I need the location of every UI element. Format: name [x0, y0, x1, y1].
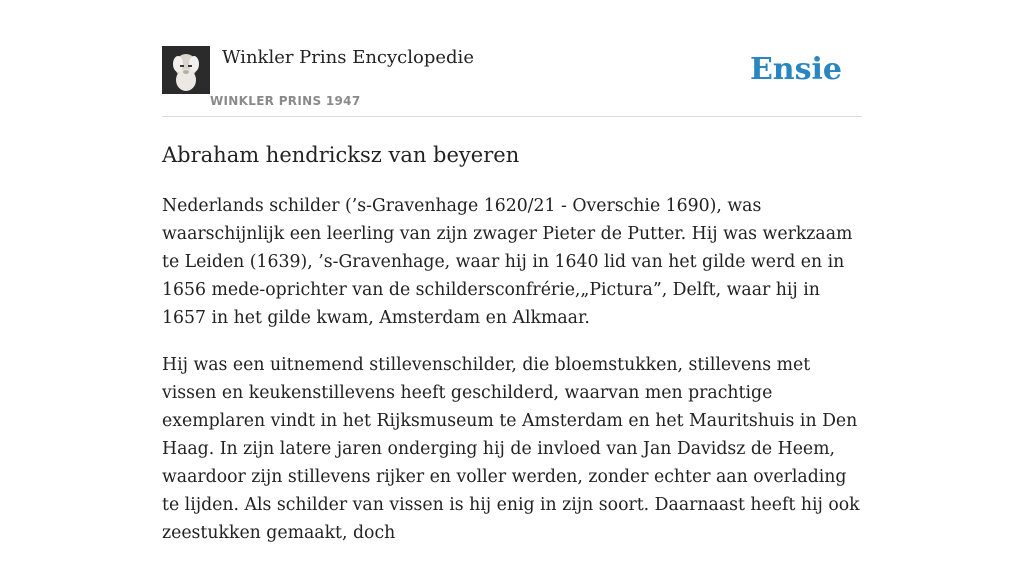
site-header: [162, 46, 862, 117]
avatar[interactable]: [162, 46, 210, 94]
brand-logo[interactable]: Ensie: [749, 52, 842, 87]
article-body: [162, 192, 862, 566]
portrait-photo-icon: [162, 46, 210, 94]
article-paragraph: Hij was een uitnemend stillevenschilder, die bloemstukken, stillevens met vissen en keukenstillevens heeft geschilderd, waarvan men prachtige exemplaren vindt in het Rijksmuseum te Amsterdam en het Mauritshuis in Den Haag. In zijn latere jaren onderging hij de invloed van Jan Davidsz de Heem, waardoor zijn stillevens rijker en voller werden, zonder echter aan overlading te lijden. Als schilder van vissen is hij enig in zijn soort. Daarnaast heeft hij ook zeestukken gemaakt, doch: [162, 355, 860, 543]
source-edition[interactable]: WINKLER PRINS 1947: [210, 94, 361, 108]
article-paragraph: Nederlands schilder (’s-Gravenhage 1620/21 - Overschie 1690), was waarschijnlijk een leerling van zijn zwager Pieter de Putter. Hij was werkzaam te Leiden (1639), ’s-Gravenhage, waar hij in 1640 lid van het gilde werd en in 1656 mede-oprichter van de schildersconfrérie,„Pictura”, Delft, waar hij in 1657 in het gilde kwam, Amsterdam en Alkmaar.: [162, 196, 853, 328]
article-title: Abraham hendricksz van beyeren: [162, 143, 520, 167]
source-name[interactable]: Winkler Prins Encyclopedie: [222, 47, 474, 68]
